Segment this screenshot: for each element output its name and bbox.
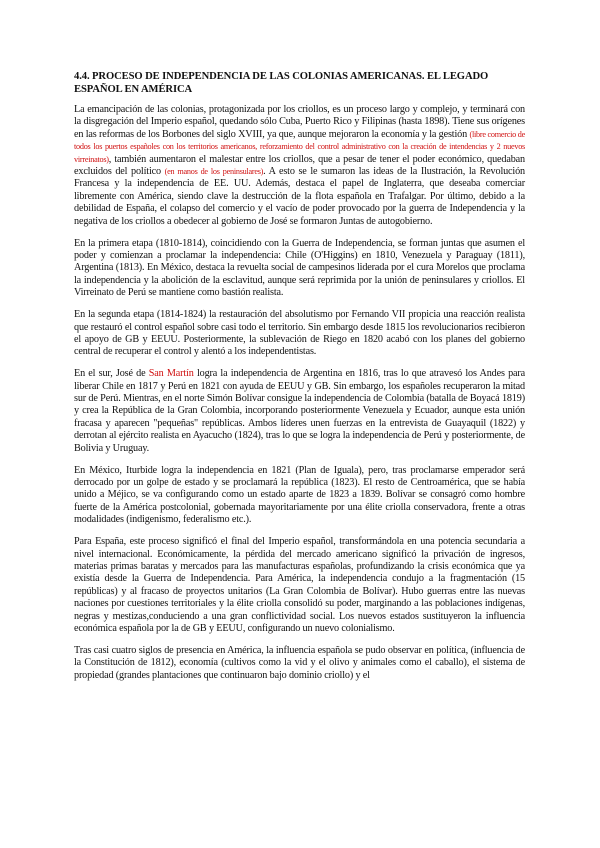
text-run: En el sur, José de [74,368,149,380]
highlight-san-martin: San Martín [148,368,194,380]
text-run: logra la independencia de Argentina en 1816, tras lo que atravesó los Andes para liberar Chile en 1817 y Perú en 1821 con ayuda de EEUU y GB. Sin embargo, los españoles recuperaron la mitad sur de Perú. Mientras, en el norte Simón Bolívar consigue la independencia de Colombia (batalla de Boyacá 1819) y crea la República de la Gran Colombia, incorporando posteriormente Venezuela y Ecuador, aunque esta unión fracasa y aparecen "pequeñas" repúblicas. Ambos líderes unen fuerzas en la entrevista de Guayaquil (1822) y derrotan al ejército realista en Ayacucho (1824), tras lo que se logra la independencia de Perú y posteriormente, de Bolivia y Uruguay. [74,368,526,454]
paragraph-first-stage: En la primera etapa (1810-1814), coincidiendo con la Guerra de Independencia, se forman juntas que asumen el poder y comienzan a proclamar la independencia: Chile (O'Higgins) en 1810, Venezuela y Paraguay (1811), Argentina (1813). En México, destaca la revuelta social de campesinos liderada por el cura Morelos que proclama la independencia y la abolición de la esclavitud, aunque será reprimida por la unión de peninsulares y criollos. El Virreinato de Perú se mantiene como bastión realista. [74,237,525,299]
text-run: La emancipación de las colonias, protagonizada por los criollos, es un proceso largo y complejo, y terminará con la disgregación del Imperio español, quedando sólo Cuba, Puerto Rico y Filipinas (hasta 1898). Tiene sus orígenes en las reformas de los Borbones del siglo XVIII, ya que, aunque mejoraron la economía y la gestión [74,104,525,140]
text-run: . A esto se le sumaron las ideas de la Ilustración, la Revolución Francesa y la independencia de EE. UU. Además, destaca el papel de Inglaterra, que deseaba comerciar libremente con América, siendo clave la destrucción de la flota española en Trafalgar. Por último, debido a la debilidad de España, el colapso del comercio y el vacío de poder provocado por la guerra de Independencia y la negativa de los criollos a obedecer al gobierno de José se formaron Juntas de autogobierno. [74,166,526,227]
text-run: , también aumentaron el malestar entre los criollos, que a pesar de tener el poder económico, quedaban excluidos del político [74,153,525,178]
section-title: 4.4. PROCESO DE INDEPENDENCIA DE LAS COLONIAS AMERICANAS. EL LEGADO ESPAÑOL EN AMÉRICA [74,71,489,95]
paragraph-consequences: Para España, este proceso significó el final del Imperio español, transformándola en una potencia secundaria a nivel internacional. Económicamente, la pérdida del mercado americano significó la privación de ingresos, materias primas baratas y mercados para las manufacturas españolas, profundizando la crisis económica que ya existía desde la Guerra de Independencia. Para América, la independencia condujo a la fragmentación (15 repúblicas) y al fracaso de proyectos unitarios (La Gran Colombia de Bolívar). Hubo guerras entre las nuevas naciones por cuestiones territoriales y la élite criolla consolidó su poder, marginando a las poblaciones indígenas, negras y mestizas,conduciendo a una gran conflictividad social. Los nuevos estados sustituyeron la influencia económica española por la de GB y EEUU, configurando un nuevo colonialismo. [74,536,525,634]
paragraph-mexico: En México, Iturbide logra la independencia en 1821 (Plan de Iguala), pero, tras proclamarse emperador será derrocado por un golpe de estado y se proclamará la república (1823). El resto de Centroamérica, que se había unido a Méjico, se va configurando como un estado aparte de 1823 a 1839. Bolívar se consagró como hombre fuerte de la América postcolonial, gobernada mayoritariamente por una élite criolla conservadora, frente a otras modalidades (indigenismo, federalismo etc.). [74,464,525,526]
paragraph-south-north [74,368,525,455]
highlight-peninsulares: (en manos de los peninsulares) [164,167,264,177]
highlight-reforms: (libre comercio de todos los puertos españoles con los territorios americanos, reforzamiento del control administrativo con la creación de intendencias y 2 nuevos virreinatos) [74,129,525,164]
paragraph-legacy: Tras casi cuatro siglos de presencia en América, la influencia española se pudo observar en política, (influencia de la Constitución de 1812), economía (cultivos como la vid y el olivo y animales como el caballo), el sistema de propiedad (grandes plantaciones que continuaron bajo dominio criollo) y el [74,644,525,681]
paragraph-second-stage: En la segunda etapa (1814-1824) la restauración del absolutismo por Fernando VII propicia una reacción realista que restauró el control español sobre casi todo el territorio. Sin embargo desde 1815 los revolucionarios recibieron el apoyo de GB y EEUU. Posteriormente, la sublevación de Riego en 1820 acabó con los planes del gobierno central de recuperar el control y alentó a los independentistas. [74,309,525,358]
paragraph-origins [74,104,525,228]
document-body [74,70,525,692]
